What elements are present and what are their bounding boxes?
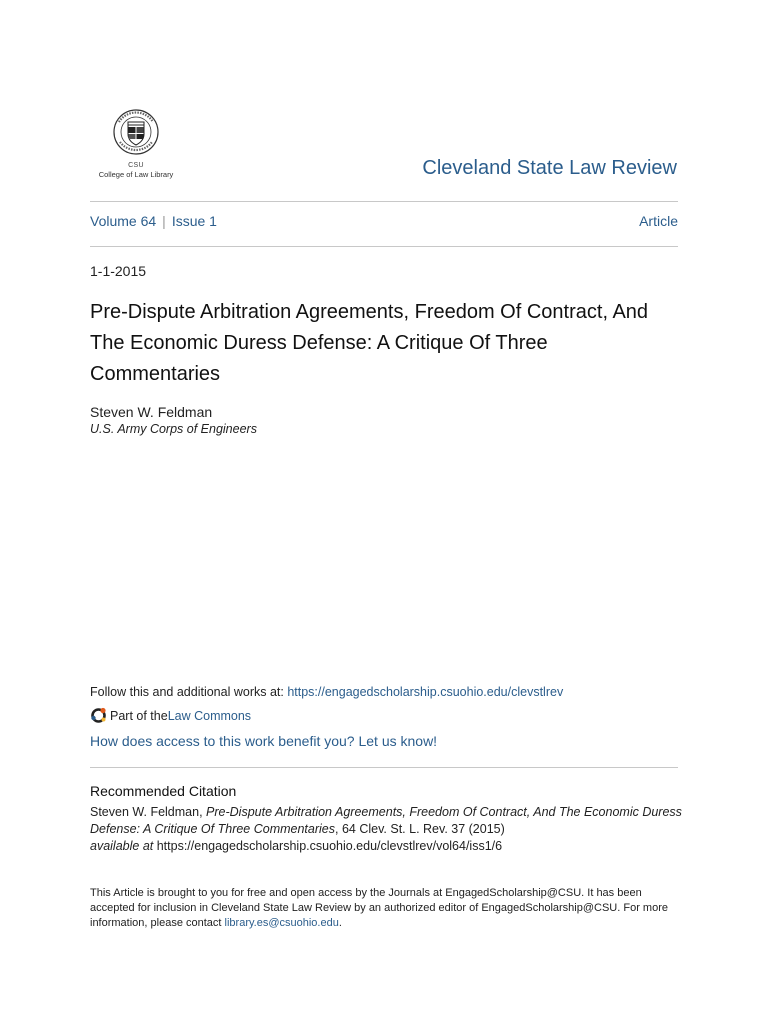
issue-link[interactable]: Issue 1 (171, 213, 217, 229)
follow-line (90, 685, 563, 699)
issue-bar (90, 213, 678, 229)
csu-logo (90, 108, 182, 179)
citation-text (90, 804, 682, 855)
part-of-prefix: Part of the (110, 708, 168, 723)
university-seal-icon (111, 108, 161, 160)
logo-library-name: College of Law Library (98, 170, 174, 179)
issue-separator: | (162, 213, 166, 229)
follow-prefix: Follow this and additional works at: (90, 685, 288, 699)
author-affiliation: U.S. Army Corps of Engineers (90, 422, 257, 436)
access-notice-end: . (338, 917, 342, 929)
network-commons-icon (90, 707, 107, 724)
contact-email-link[interactable]: library.es@csuohio.edu (224, 917, 339, 929)
divider-bottom (90, 767, 678, 768)
article-type-link[interactable]: Article (639, 213, 678, 229)
law-commons-link[interactable]: Law Commons (167, 708, 252, 723)
follow-url-link[interactable]: https://engagedscholarship.csuohio.edu/clevstlrev (287, 685, 564, 699)
author-name: Steven W. Feldman (90, 404, 213, 420)
benefit-feedback-link[interactable]: How does access to this work benefit you? Let us know! (90, 733, 438, 749)
publication-date: 1-1-2015 (90, 263, 147, 279)
citation-author: Steven W. Feldman, (90, 805, 207, 819)
article-title: Pre-Dispute Arbitration Agreements, Freedom Of Contract, And The Economic Duress Defense: A Critique Of Three Commentaries (90, 301, 649, 385)
logo-abbrev: CSU (128, 162, 144, 169)
available-at-label: available at (90, 839, 154, 853)
citation-heading: Recommended Citation (90, 783, 237, 799)
part-of-line (90, 707, 251, 724)
access-notice (90, 886, 670, 931)
citation-title: Pre-Dispute Arbitration Agreements, Freedom Of Contract, And The Economic Duress Defense: A Critique Of Three Commentaries (90, 805, 682, 836)
citation-source: , 64 Clev. St. L. Rev. 37 (2015) (335, 822, 505, 836)
citation-url: https://engagedscholarship.csuohio.edu/clevstlrev/vol64/iss1/6 (156, 839, 503, 853)
journal-name-link[interactable]: Cleveland State Law Review (422, 157, 677, 179)
divider-top (90, 201, 678, 202)
divider-middle (90, 246, 678, 247)
access-notice-text: This Article is brought to you for free and open access by the Journals at EngagedScholarship@CSU. It has been accepted for inclusion in Cleveland State Law Review by an authorized editor of EngagedScholarship@CSU. For more information, please contact (90, 887, 668, 929)
volume-link[interactable]: Volume 64 (90, 213, 157, 229)
